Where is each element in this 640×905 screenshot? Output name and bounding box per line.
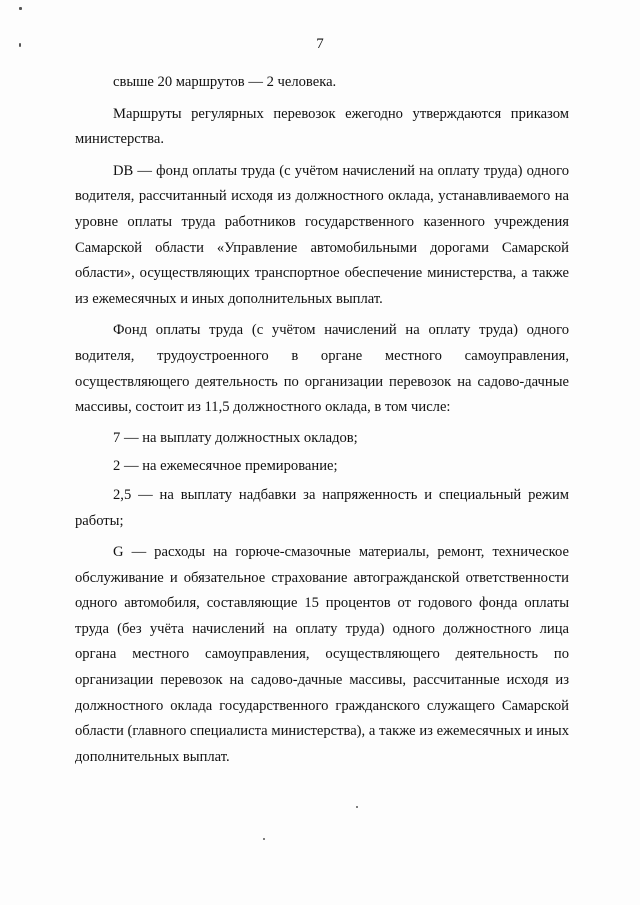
paragraph-allowance-share: 2,5 — на выплату надбавки за напряженность и специальный режим работы; <box>75 486 569 529</box>
document-body <box>75 70 569 770</box>
paragraph-bonus-share: 2 — на ежемесячное премирование; <box>113 458 338 475</box>
paragraph-routes-approval: Маршруты регулярных перевозок ежегодно утверждаются приказом министерства. <box>75 105 569 148</box>
paragraph-driver-pay-fund: Фонд оплаты труда (с учётом начислений на оплату труда) одного водителя, трудоустроенного в органе местного самоуправления, осуществляющего деятельность по организации перевозок на садово-дачные массивы, состоит из 11,5 должностного оклада, в том числе: <box>75 322 569 416</box>
scan-artifact-mark <box>356 806 358 808</box>
page-number: 7 <box>316 36 324 52</box>
paragraph-g-definition: G — расходы на горюче-смазочные материалы, ремонт, техническое обслуживание и обязательное страхование автогражданской ответственности одного автомобиля, составляющие 15 процентов от годового фонда оплаты труда (без учёта начислений на оплату труда) одного должностного лица органа местного самоуправления, осуществляющего деятельность по организации перевозок на садово-дачные массивы, рассчитанные исходя из должностного оклада государственного гражданского служащего Самарской области (главного специалиста министерства), а также из ежемесячных и иных дополнительных выплат. <box>75 544 569 765</box>
scan-artifact-mark <box>19 7 22 10</box>
paragraph-db-definition: DB — фонд оплаты труда (с учётом начислений на оплату труда) одного водителя, рассчитанный исходя из должностного оклада, устанавливаемого на уровне оплаты труда работников государственного казенного учреждения Самарской области «Управление автомобильными дорогами Самарской области», осуществляющих транспортное обеспечение министерства, а также из ежемесячных и иных дополнительных выплат. <box>75 162 569 307</box>
scan-artifact-mark <box>263 838 265 840</box>
paragraph-salary-share: 7 — на выплату должностных окладов; <box>113 429 358 446</box>
paragraph-routes-count: свыше 20 маршрутов — 2 человека. <box>113 74 337 90</box>
